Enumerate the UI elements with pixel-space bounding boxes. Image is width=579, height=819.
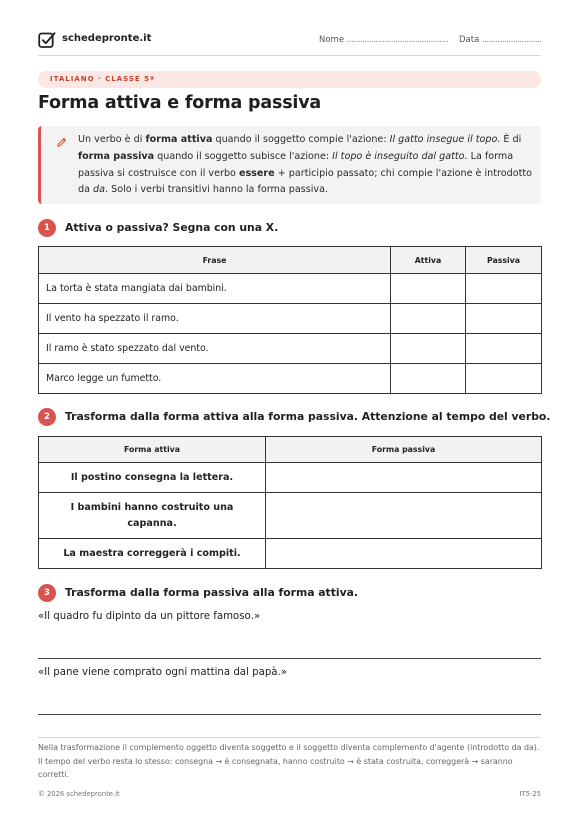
attiva-checkbox-cell[interactable] bbox=[391, 304, 466, 334]
copyright: © 2026 schedepronte.it bbox=[38, 790, 120, 798]
name-label: Nome bbox=[319, 35, 345, 45]
page-title: Forma attiva e forma passiva bbox=[38, 93, 322, 113]
answer-line[interactable] bbox=[38, 714, 541, 715]
exercise-title: Attiva o passiva? Segna con una X. bbox=[65, 221, 279, 234]
name-field[interactable] bbox=[319, 35, 448, 45]
passiva-checkbox-cell[interactable] bbox=[466, 334, 542, 364]
table-row bbox=[39, 463, 542, 493]
column-header: Passiva bbox=[466, 247, 542, 274]
table-row bbox=[39, 334, 542, 364]
sheet-code: IT5-25 bbox=[519, 790, 541, 798]
attiva-checkbox-cell[interactable] bbox=[391, 364, 466, 394]
table-row bbox=[39, 539, 542, 569]
exercise-number-badge: 2 bbox=[38, 408, 56, 426]
column-header: Attiva bbox=[391, 247, 466, 274]
rule-text: Un verbo è di forma attiva quando il soggetto compie l'azione: Il gatto insegue il topo. È di forma passiva quando il soggetto subisce l'azione: Il topo è inseguito dal gatto. La forma passiva si costruisce con il verbo essere + participio passato; chi compie l'azione è introdotto da da. Solo i verbi transitivi hanno la forma passiva. bbox=[78, 134, 532, 196]
sentence-cell: Il ramo è stato spezzato dal vento. bbox=[39, 334, 391, 364]
pencil-icon bbox=[56, 137, 67, 148]
footnote: Nella trasformazione il complemento oggetto diventa soggetto e il soggetto diventa complemento d'agente (introdotto da da). Il tempo del verbo resta lo stesso: consegna → è consegnata, hanno costruito → è stata costruita, correggerà → saranno corretti. bbox=[38, 737, 541, 782]
date-field[interactable] bbox=[459, 35, 541, 45]
date-dots: ........................... bbox=[482, 35, 542, 45]
name-dots: .............................................. bbox=[346, 35, 449, 45]
brand-name: schedepronte.it bbox=[62, 33, 152, 44]
table-row bbox=[39, 364, 542, 394]
active-sentence-cell: Il postino consegna la lettera. bbox=[39, 463, 266, 493]
active-sentence-cell: I bambini hanno costruito una capanna. bbox=[39, 493, 266, 539]
exercise-title: Trasforma dalla forma passiva alla forma attiva. bbox=[65, 586, 358, 599]
attiva-checkbox-cell[interactable] bbox=[391, 274, 466, 304]
sentence-cell: Il vento ha spezzato il ramo. bbox=[39, 304, 391, 334]
subject-label: ITALIANO · CLASSE 5ª bbox=[50, 75, 155, 83]
passiva-checkbox-cell[interactable] bbox=[466, 274, 542, 304]
attiva-checkbox-cell[interactable] bbox=[391, 334, 466, 364]
column-header: Forma attiva bbox=[39, 437, 266, 463]
table-row bbox=[39, 274, 542, 304]
sentence-cell: Marco legge un fumetto. bbox=[39, 364, 391, 394]
answer-line[interactable] bbox=[38, 658, 541, 659]
subject-badge bbox=[38, 71, 541, 88]
table-header-row bbox=[39, 247, 542, 274]
table-row bbox=[39, 304, 542, 334]
passiva-checkbox-cell[interactable] bbox=[466, 364, 542, 394]
sentence-cell: La torta è stata mangiata dai bambini. bbox=[39, 274, 391, 304]
date-label: Data bbox=[459, 35, 480, 45]
checkbox-logo-icon bbox=[38, 31, 56, 49]
passive-sentence: «Il quadro fu dipinto da un pittore famoso.» bbox=[38, 611, 261, 622]
exercise-title: Trasforma dalla forma attiva alla forma passiva. Attenzione al tempo del verbo. bbox=[65, 410, 551, 423]
exercise-2-table bbox=[38, 436, 542, 569]
passiva-checkbox-cell[interactable] bbox=[466, 304, 542, 334]
passive-answer-cell[interactable] bbox=[266, 463, 542, 493]
exercise-number-badge: 3 bbox=[38, 584, 56, 602]
passive-answer-cell[interactable] bbox=[266, 539, 542, 569]
passive-answer-cell[interactable] bbox=[266, 493, 542, 539]
exercise-1-table bbox=[38, 246, 542, 394]
column-header: Frase bbox=[39, 247, 391, 274]
active-sentence-cell: La maestra correggerà i compiti. bbox=[39, 539, 266, 569]
rule-box bbox=[38, 126, 541, 204]
column-header: Forma passiva bbox=[266, 437, 542, 463]
table-header-row bbox=[39, 437, 542, 463]
page-header bbox=[38, 30, 541, 56]
exercise-number-badge: 1 bbox=[38, 219, 56, 237]
table-row bbox=[39, 493, 542, 539]
passive-sentence: «Il pane viene comprato ogni mattina dal papà.» bbox=[38, 667, 288, 678]
